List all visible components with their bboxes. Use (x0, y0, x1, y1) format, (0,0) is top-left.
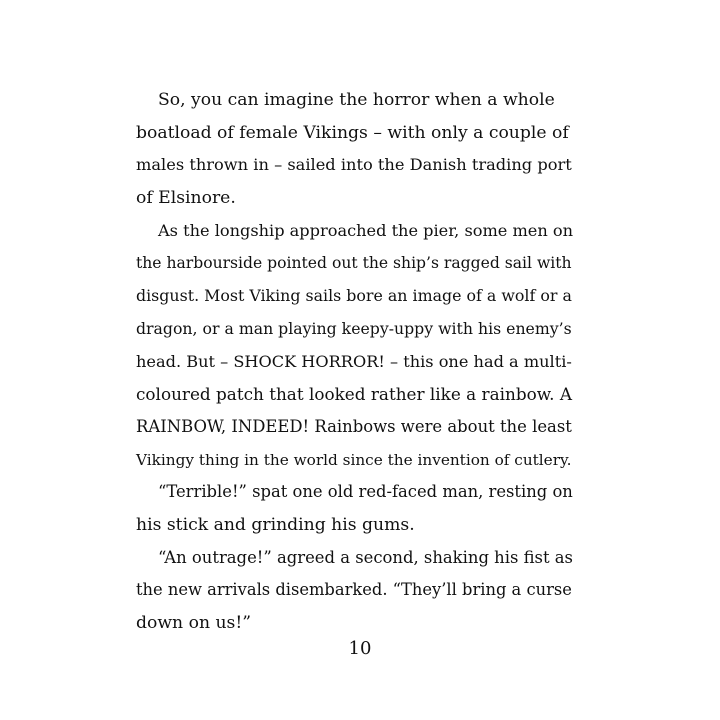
text-line: head. But – SHOCK HORROR! – this one had a multi- (136, 351, 572, 371)
text-line: So, you can imagine the horror when a whole (158, 90, 555, 110)
text-line: “Terrible!” spat one old red-faced man, resting on (158, 482, 573, 502)
text-line: boatload of female Vikings – with only a couple of (136, 122, 569, 143)
text-line: the harbourside pointed out the ship’s ragged sail with (136, 254, 572, 273)
text-line: As the longship approached the pier, some men on (158, 220, 574, 240)
text-line: his stick and grinding his gums. (136, 514, 415, 535)
text-line: “An outrage!” agreed a second, shaking his fist as (158, 547, 573, 567)
body-text (136, 84, 574, 640)
text-line: RAINBOW, INDEED! Rainbows were about the least (136, 416, 572, 436)
text-line: Vikingy thing in the world since the invention of cutlery. (136, 450, 572, 469)
text-line: down on us!” (136, 613, 252, 633)
text-line: dragon, or a man playing keepy-uppy with his enemy’s (136, 318, 572, 338)
text-line: the new arrivals disembarked. “They’ll bring a curse (136, 580, 572, 600)
text-line: disgust. Most Viking sails bore an image of a wolf or a (136, 286, 572, 306)
text-line: coloured patch that looked rather like a rainbow. A (136, 384, 573, 405)
page-number: 10 (348, 638, 372, 659)
text-line: of Elsinore. (136, 188, 236, 209)
text-line: males thrown in – sailed into the Danish trading port (136, 155, 572, 175)
